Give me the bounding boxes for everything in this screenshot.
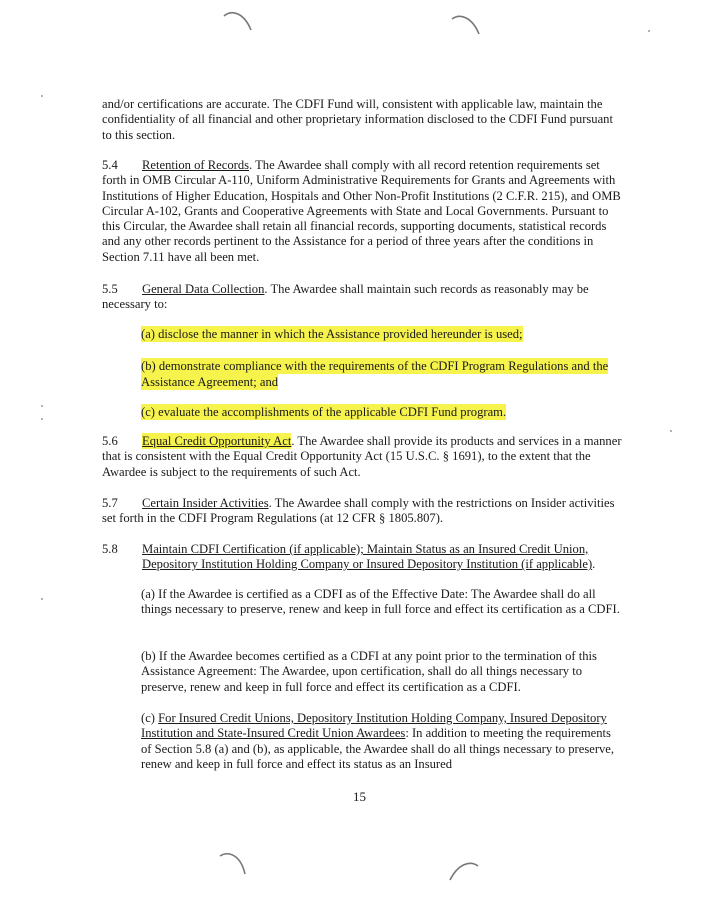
section-title: Maintain CDFI Certification (if applicable); Maintain Status as an Insured Credit Union, Depository Institution Holding Company or Insured Depository Institution (if applicable) bbox=[142, 542, 593, 572]
section-5-4 bbox=[102, 158, 624, 265]
punch-hole-mark-top-left bbox=[222, 10, 254, 34]
section-paragraph bbox=[102, 158, 624, 265]
speck bbox=[670, 430, 672, 432]
highlighted-text: (c) evaluate the accomplishments of the applicable CDFI Fund program. bbox=[141, 405, 507, 419]
section-body: . The Awardee shall comply with the restrictions on Insider activities set forth in the CDFI Program Regulations (at 12 CFR § 1805.807). bbox=[102, 496, 615, 526]
list-item-b bbox=[141, 358, 623, 390]
section-title: General Data Collection bbox=[142, 282, 265, 296]
section-number: 5.5 bbox=[102, 282, 118, 296]
subsection-5-8-c bbox=[141, 711, 623, 772]
section-paragraph bbox=[102, 282, 624, 313]
section-body: . The Awardee shall provide its products and services in a manner that is consistent with the Equal Credit Opportunity Act (15 U.S.C. § 1691), to the extent that the Awardee is subject to the requirements of such Act. bbox=[102, 434, 622, 479]
subsection-title: For Insured Credit Unions, Depository Institution Holding Company, Insured Depository Institution and State-Insured Credit Union Awardees bbox=[141, 711, 607, 741]
speck bbox=[41, 598, 43, 600]
subsection-body: : In addition to meeting the requirements of Section 5.8 (a) and (b), as applicable, the Awardee shall do all things necessary to preserve, renew and keep in full force and effect its status as an Insured bbox=[141, 726, 615, 771]
speck bbox=[41, 418, 43, 420]
section-paragraph bbox=[102, 496, 624, 527]
section-title: Equal Credit Opportunity Act bbox=[142, 434, 292, 448]
section-5-7 bbox=[102, 496, 624, 527]
list-item-c bbox=[141, 405, 623, 420]
section-heading bbox=[102, 542, 624, 573]
highlighted-text: (b) demonstrate compliance with the requirements of the CDFI Program Regulations and the Assistance Agreement; and bbox=[141, 359, 609, 389]
highlighted-text: (a) disclose the manner in which the Assistance provided hereunder is used; bbox=[141, 327, 523, 341]
section-5-8 bbox=[102, 542, 624, 573]
section-body: . The Awardee shall maintain such records as reasonably may be necessary to: bbox=[102, 282, 589, 312]
punch-hole-mark-top-right bbox=[450, 14, 482, 38]
intro-paragraph: and/or certifications are accurate. The CDFI Fund will, consistent with applicable law, maintain the confidentiality of all financial and other proprietary information disclosed to the CDFI Fund pursuant to this section. bbox=[102, 97, 613, 142]
section-title-end: . bbox=[592, 557, 596, 572]
section-number: 5.8 bbox=[102, 542, 118, 556]
section-number: 5.6 bbox=[102, 434, 118, 448]
speck bbox=[648, 30, 650, 32]
subsection-5-8-a: (a) If the Awardee is certified as a CDFI as of the Effective Date: The Awardee shall do all things necessary to preserve, renew and keep in full force and effect its certification as a CDFI. bbox=[141, 587, 620, 617]
punch-hole-mark-bottom-right bbox=[448, 858, 480, 884]
section-title: Retention of Records bbox=[142, 158, 250, 172]
section-title: Certain Insider Activities bbox=[142, 496, 269, 510]
section-5-6 bbox=[102, 434, 624, 480]
subsection-label: (c) bbox=[141, 711, 159, 725]
subsection-5-8-b: (b) If the Awardee becomes certified as a CDFI at any point prior to the termination of this Assistance Agreement: The Awardee, upon certification, shall do all things necessary to preserve, renew and keep in full force and effect its certification as a CDFI. bbox=[141, 649, 597, 694]
speck bbox=[41, 95, 43, 97]
section-body: . The Awardee shall comply with all record retention requirements set forth in OMB Circular A-110, Uniform Administrative Requirements for Grants and Agreements with Institutions of Higher Education, Hospitals and Other Non-Profit Institutions (2 C.F.R. 215), and OMB Circular A-102, Grants and Cooperative Agreements with State and Local Governments. Pursuant to this Circular, the Awardee shall retain all financial records, supporting documents, statistical records and any other records pertinent to the Assistance for a period of three years after the conditions in Section 7.11 have all been met. bbox=[102, 158, 621, 264]
page-number: 15 bbox=[353, 789, 366, 804]
section-number: 5.7 bbox=[102, 496, 118, 510]
speck bbox=[41, 405, 43, 407]
section-5-5 bbox=[102, 282, 624, 313]
punch-hole-mark-bottom-left bbox=[217, 850, 249, 878]
list-item-a bbox=[141, 327, 623, 342]
section-paragraph bbox=[102, 434, 624, 480]
section-number: 5.4 bbox=[102, 158, 118, 172]
